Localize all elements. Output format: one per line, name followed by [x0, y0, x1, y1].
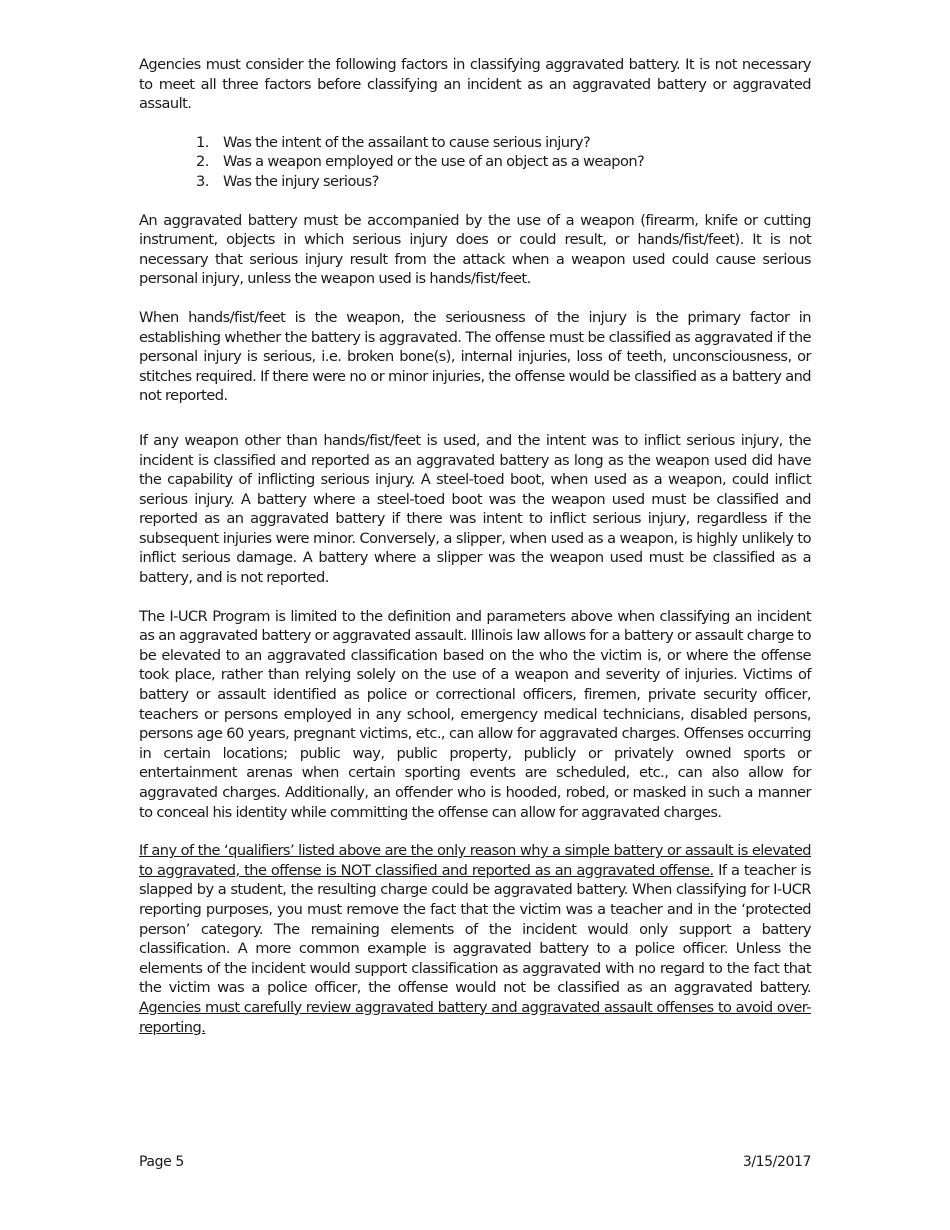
weapon-paragraph: An aggravated battery must be accompanied by the use of a weapon (firearm, knife or cutting instrument, objects in which serious injury does or could result, or hands/fist/feet). It is not necessary that serious injury result from the attack when a weapon used could cause serious personal injury, unless the weapon used is hands/fist/feet.	[139, 211, 811, 288]
factors-list	[139, 133, 811, 192]
qualifiers-paragraph	[139, 841, 811, 1037]
list-item: 3. Was the injury serious?	[196, 172, 379, 190]
footer-date: 3/15/2017	[742, 1154, 811, 1170]
other-weapon-paragraph: If any weapon other than hands/fist/feet is used, and the intent was to inflict serious injury, the incident is classified and reported as an aggravated battery as long as the weapon used did have the capability of inflicting serious injury. A steel-toed boot, when used as a weapon, could inflict serious injury. A battery where a steel-toed boot was the weapon used must be classified and reported as an aggravated battery if there was intent to inflict serious injury, regardless if the subsequent injuries were minor. Conversely, a slipper, when used as a weapon, is highly unlikely to inflict serious damage. A battery where a slipper was the weapon used must be classified as a battery, and is not reported.	[139, 431, 811, 587]
list-item: 1. Was the intent of the assailant to cause serious injury?	[196, 133, 591, 151]
intro-paragraph: Agencies must consider the following factors in classifying aggravated battery. It is not necessary to meet all three factors before classifying an incident as an aggravated battery or aggravated assault.	[139, 56, 811, 113]
qualifiers-tail: Agencies must carefully review aggravated battery and aggravated assault offenses to avoid over-reporting.	[139, 998, 811, 1036]
qualifiers-body: If a teacher is slapped by a student, the resulting charge could be aggravated battery. When classifying for I-UCR reporting purposes, you must remove the fact that the victim was a teacher and in the ‘protected person’ category. The remaining elements of the incident would only support a battery classification. A more common example is aggravated battery to a police officer. Unless the elements of the incident would support classification as aggravated with no regard to the fact that the victim was a police officer, the offense would not be classified as an aggravated battery.	[139, 861, 811, 997]
hands-paragraph: When hands/fist/feet is the weapon, the seriousness of the injury is the primary factor in establishing whether the battery is aggravated. The offense must be classified as aggravated if the personal injury is serious, i.e. broken bone(s), internal injuries, loss of teeth, unconsciousness, or stitches required. If there were no or minor injuries, the offense would be classified as a battery and not reported.	[139, 308, 811, 405]
iucr-paragraph: The I-UCR Program is limited to the definition and parameters above when classifying an incident as an aggravated battery or aggravated assault. Illinois law allows for a battery or assault charge to be elevated to an aggravated classification based on the who the victim is, or where the offense took place, rather than relying solely on the use of a weapon and severity of injuries. Victims of battery or assault identified as police or correctional officers, firemen, private security officer, teachers or persons employed in any school, emergency medical technicians, disabled persons, persons age 60 years, pregnant victims, etc., can allow for aggravated charges. Offenses occurring in certain locations; public way, public property, publicly or privately owned sports or entertainment arenas when certain sporting events are scheduled, etc., can also allow for aggravated charges. Additionally, an offender who is hooded, robed, or masked in such a manner to conceal his identity while committing the offense can allow for aggravated charges.	[139, 607, 811, 821]
page-number: Page 5	[139, 1154, 184, 1170]
qualifiers-lead: If any of the ‘qualifiers’ listed above are the only reason why a simple battery or assault is elevated to aggravated, the offense is NOT classified and reported as an aggravated offense.	[139, 842, 811, 879]
document-body	[139, 55, 811, 1037]
list-item: 2. Was a weapon employed or the use of an object as a weapon?	[196, 153, 645, 171]
